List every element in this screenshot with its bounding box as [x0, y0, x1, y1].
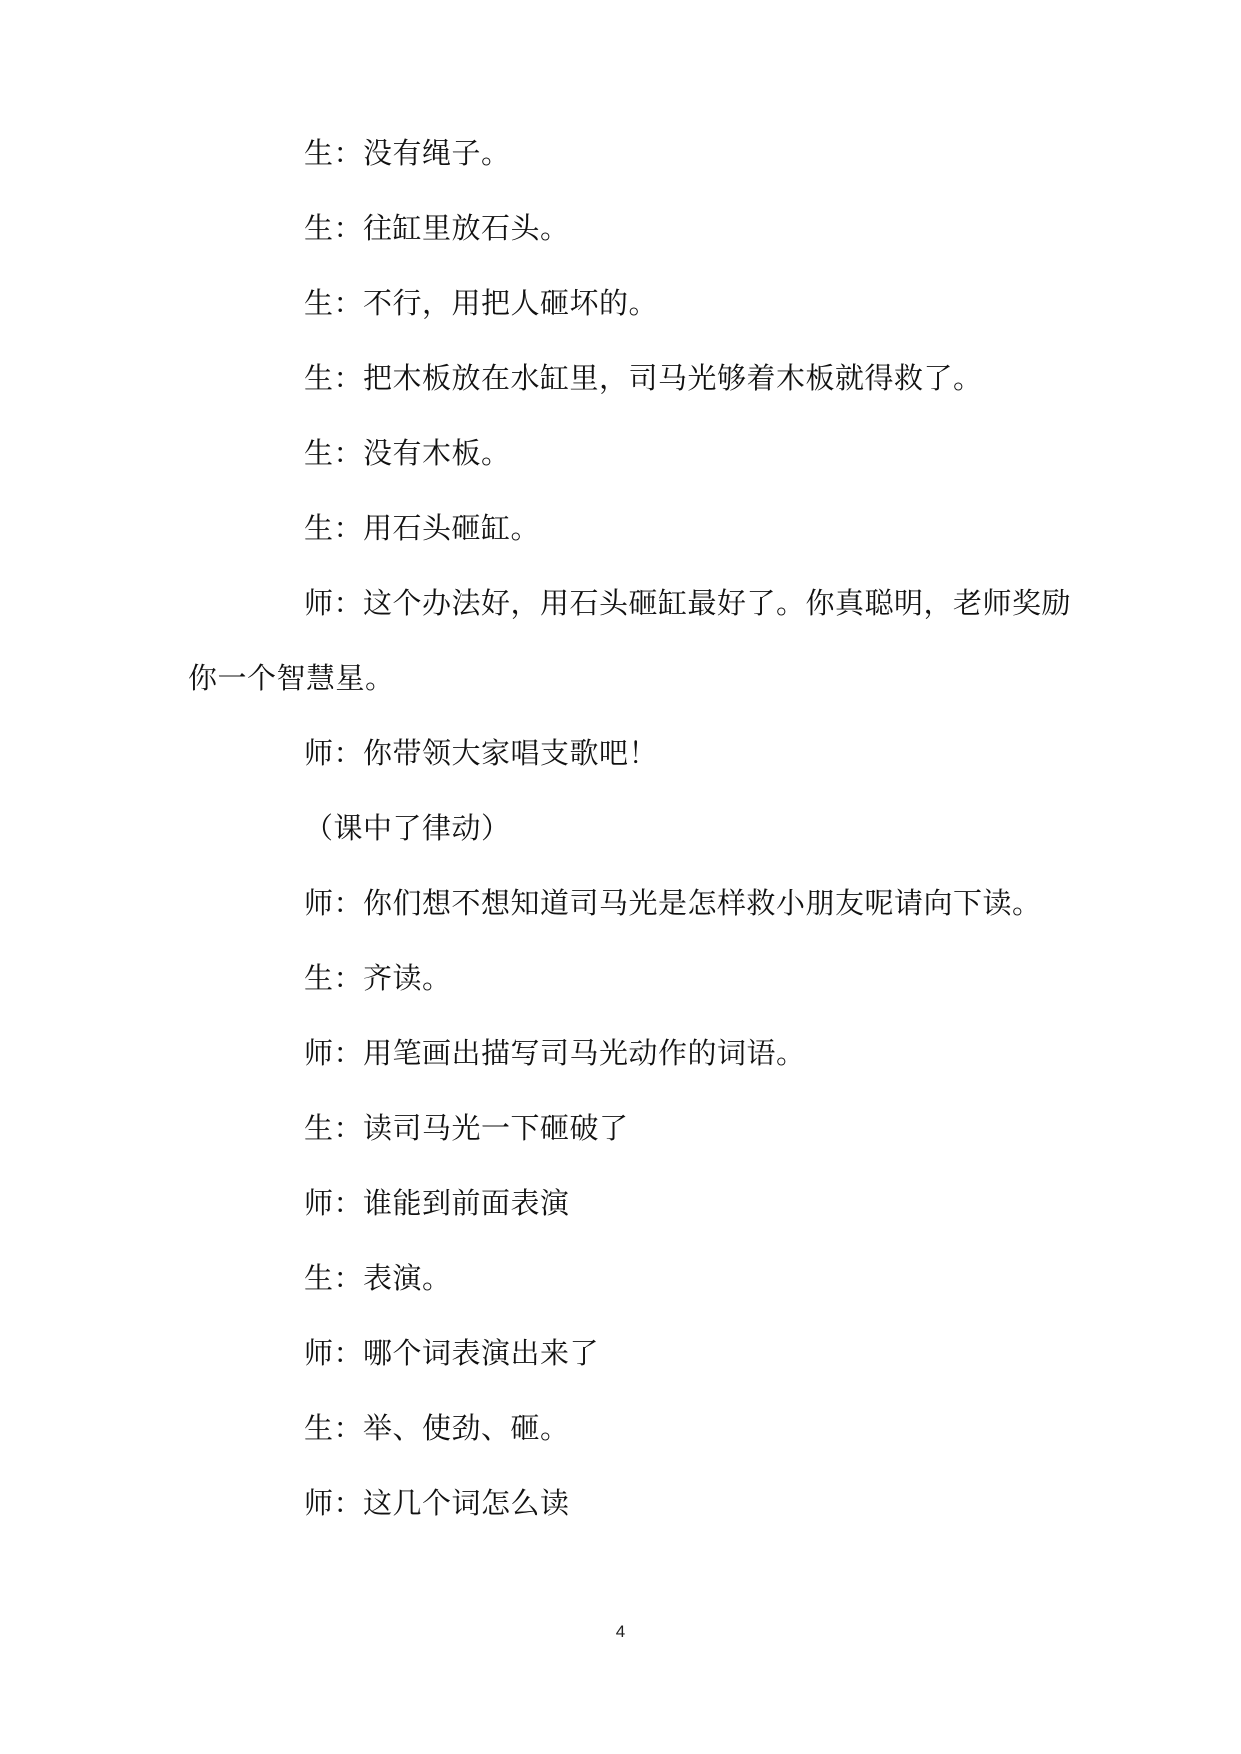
- dialogue-line: 生：表演。: [304, 1261, 452, 1295]
- dialogue-line: 生：把木板放在水缸里，司马光够着木板就得救了。: [304, 361, 983, 395]
- dialogue-line: 生：用石头砸缸。: [304, 511, 541, 545]
- dialogue-line: 师：谁能到前面表演: [304, 1186, 570, 1220]
- dialogue-line: 师：哪个词表演出来了: [304, 1336, 600, 1370]
- dialogue-line: 师：你带领大家唱支歌吧！: [304, 736, 659, 770]
- dialogue-line: 师：你们想不想知道司马光是怎样救小朋友呢请向下读。: [304, 886, 1042, 920]
- dialogue-line: 师：用笔画出描写司马光动作的词语。: [304, 1036, 806, 1070]
- dialogue-line-continuation: 你一个智慧星。: [188, 661, 395, 695]
- page-number: 4: [615, 1622, 626, 1641]
- stage-direction: （课中了律动）: [304, 811, 511, 845]
- dialogue-line: 师：这几个词怎么读: [304, 1486, 570, 1520]
- dialogue-line: 生：举、使劲、砸。: [304, 1411, 570, 1445]
- dialogue-line: 生：往缸里放石头。: [304, 211, 570, 245]
- dialogue-line: 生：不行，用把人砸坏的。: [304, 286, 659, 320]
- dialogue-line: 师：这个办法好，用石头砸缸最好了。你真聪明，老师奖励: [304, 586, 1072, 620]
- dialogue-line: 生：没有木板。: [304, 436, 511, 470]
- dialogue-line: 生：齐读。: [304, 961, 452, 995]
- dialogue-line: 生：没有绳子。: [304, 136, 511, 170]
- dialogue-line: 生：读司马光一下砸破了: [304, 1111, 629, 1145]
